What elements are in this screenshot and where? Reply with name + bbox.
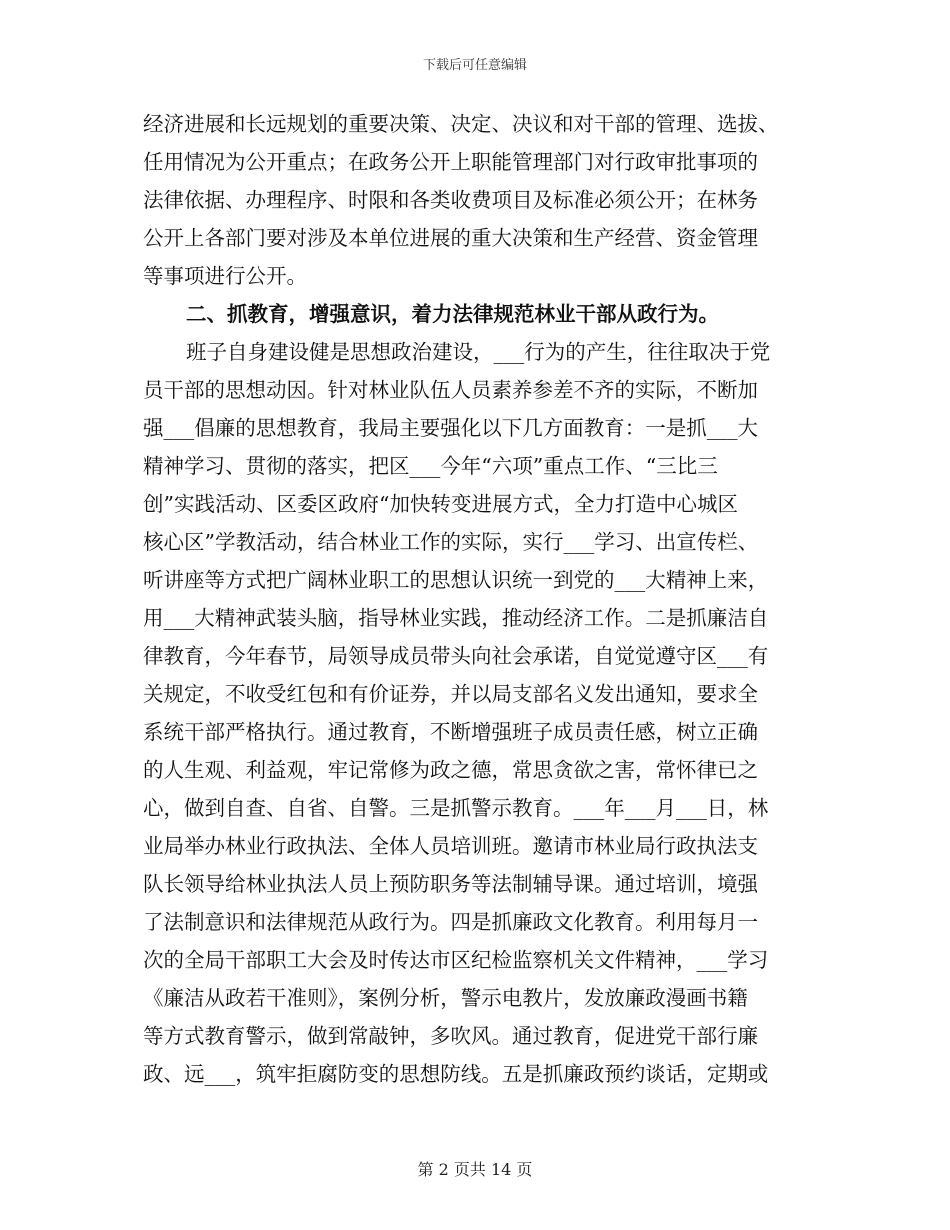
body-line: 经济进展和长远规划的重要决策、决定、决议和对干部的管理、选拔、 [143, 112, 779, 136]
body-line: 次的全局干部职工大会及时传达市区纪检监察机关文件精神，___学习 [143, 948, 769, 972]
body-line: 等方式教育警示，做到常敲钟，多吹风。通过教育，促进党干部行廉 [143, 1024, 758, 1048]
body-line: 了法制意识和法律规范从政行为。四是抓廉政文化教育。利用每月一 [143, 910, 758, 934]
body-line: 精神学习、贯彻的落实，把区___今年“六项”重点工作、“三比三 [143, 454, 718, 478]
body-line: 业局举办林业行政执法、全体人员培训班。邀请市林业局行政执法支 [143, 834, 758, 858]
body-line: 等事项进行公开。 [143, 264, 307, 288]
body-line: 心，做到自查、自省、自警。三是抓警示教育。___年___月___日，林 [143, 796, 769, 820]
body-line: 创”实践活动、区委区政府“加快转变进展方式，全力打造中心城区 [143, 492, 738, 516]
body-line: 法律依据、办理程序、时限和各类收费项目及标准必须公开；在林务 [143, 188, 758, 212]
body-line: 队长领导给林业执法人员上预防职务等法制辅导课。通过培训，境强 [143, 872, 758, 896]
body-line: 公开上各部门要对涉及本单位进展的重大决策和生产经营、资金管理 [143, 226, 758, 250]
body-line: 政、远___，筑牢拒腐防变的思想防线。五是抓廉政预约谈话，定期或 [143, 1062, 769, 1086]
body-line: 《廉洁从政若干准则》，案例分析，警示电教片，发放廉政漫画书籍 [143, 986, 748, 1010]
page-footer: 第 2 页共 14 页 [417, 1160, 533, 1179]
body-line: 关规定，不收受红包和有价证券，并以局支部名义发出通知，要求全 [143, 682, 758, 706]
body-line: 强___倡廉的思想教育，我局主要强化以下几方面教育：一是抓___大 [143, 416, 758, 440]
body-line: 听讲座等方式把广阔林业职工的思想认识统一到党的___大精神上来， [143, 568, 769, 592]
body-line: 用___大精神武装头脑，指导林业实践，推动经济工作。二是抓廉洁自 [143, 606, 769, 630]
body-line: 的人生观、利益观，牢记常修为政之德，常思贪欲之害，常怀律已之 [143, 758, 758, 782]
body-line: 任用情况为公开重点；在政务公开上职能管理部门对行政审批事项的 [143, 150, 758, 174]
body-line: 核心区”学教活动，结合林业工作的实际，实行___学习、出宣传栏、 [143, 530, 759, 554]
body-line: 员干部的思想动因。针对林业队伍人员素养参差不齐的实际，不断加 [143, 378, 758, 402]
body-line: 系统干部严格执行。通过教育，不断增强班子成员责任感，树立正确 [143, 720, 758, 744]
body-line: 律教育，今年春节，局领导成员带头向社会承诺，自觉觉遵守区___有 [143, 644, 769, 668]
body-line: 班子自身建设健是思想政治建设，___行为的产生，往往取决于党 [186, 340, 771, 364]
page-header: 下载后可任意编辑 [422, 58, 527, 73]
section-heading: 二、抓教育，增强意识，着力法律规范林业干部从政行为。 [186, 302, 719, 326]
